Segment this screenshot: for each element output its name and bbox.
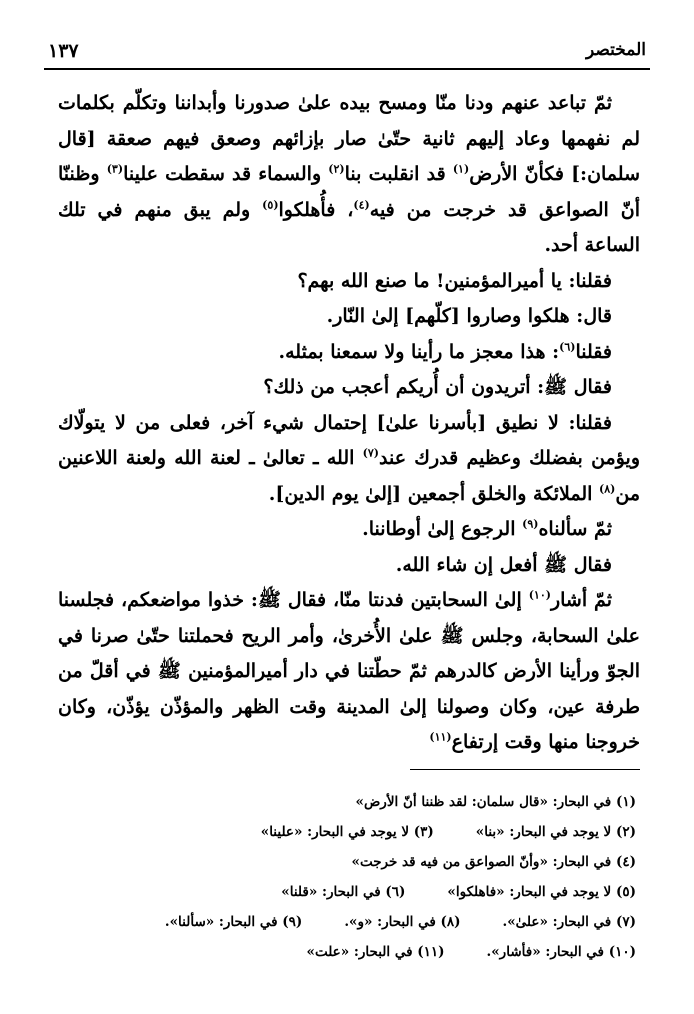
paragraph-question-1: فقلنا: يا أميرالمؤمنين! ما صنع الله بهم؟ bbox=[297, 269, 612, 292]
footnote-1: (١) في البحار: «قال سلمان: لقد ظننا أنّ الأرض» bbox=[355, 794, 636, 810]
paragraph-text: ثمّ أشار bbox=[550, 589, 612, 611]
paragraph-text: ثمّ سألناه bbox=[538, 518, 612, 540]
paragraph-text: فقلنا bbox=[575, 340, 612, 363]
paragraph-text: ثمّ تباعد عنهم ودنا منّا ومسح بيده علىٰ صدورنا وأبداننا وتكلّم بكلمات لم نفهمها وعاد إليهم ثانية حتّىٰ صار بإزائهم وصعق فيهم صعقة [قال سلمان:] فكأنّ الأرض bbox=[58, 92, 641, 185]
paragraph-text: فقلنا: لا نطيق [بأسرنا علىٰ] إحتمال شيء آخر، فعلى من لا يتولّاك ويؤمن بفضلك وعظيم قدرك عند bbox=[58, 411, 641, 469]
paragraph-text: إلىٰ السحابتين فدنتا منّا، فقال ﷺ: خذوا مواضعكم، فجلسنا علىٰ السحابة، وجلس ﷺ علىٰ الأُخرىٰ، وأمر الريح فحملتنا حتّىٰ صرنا في الجوّ ورأينا الأرض كالدرهم ثمّ حطّتنا في دار أميرالمؤمنين ﷺ في أقلّ من طرفة عين، وكان وصولنا إلىٰ المدينة وقت الظهر والمؤذّن يؤذّن، وكان خروجنا منها وقت إرتفاع bbox=[58, 589, 640, 753]
footnote-5: (٥) لا يوجد في البحار: «فاهلكوا» bbox=[447, 884, 636, 900]
paragraph-question-2 bbox=[58, 335, 640, 371]
footnote-ref-11: (١١) bbox=[429, 730, 452, 744]
paragraph-text: قد انقلبت بنا bbox=[344, 163, 453, 185]
paragraph-answer-1: قال: هلكوا وصاروا [كلّهم] إلىٰ النّار. bbox=[326, 305, 612, 327]
paragraph-5: فقال ﷺ أفعل إن شاء الله. bbox=[395, 553, 612, 576]
footnote-10: (١٠) في البحار: «فأشار». bbox=[486, 944, 636, 960]
footnote-6: (٦) في البحار: «قلنا» bbox=[281, 884, 406, 900]
footnote-ref-9: (٩) bbox=[522, 517, 539, 531]
footnote-4: (٤) في البحار: «وأنّ الصواعق من فيه قد خرجت» bbox=[351, 854, 636, 870]
running-title: المختصر bbox=[586, 40, 646, 60]
footnote-separator bbox=[410, 769, 640, 770]
paragraph-text: ولم يبق منهم في تلك الساعة أحد. bbox=[58, 198, 640, 256]
paragraph-text: الرجوع إلىٰ أوطاننا. bbox=[362, 518, 523, 540]
footnote-11: (١١) في البحار: «علت» bbox=[306, 944, 445, 960]
main-text bbox=[58, 86, 640, 761]
footnote-ref-1: (١) bbox=[452, 162, 470, 176]
page-header bbox=[48, 38, 646, 68]
footnote-3: (٣) لا يوجد في البحار: «علينا» bbox=[260, 824, 434, 840]
footnote-9: (٩) في البحار: «سألنا». bbox=[164, 914, 303, 930]
footnotes bbox=[58, 787, 636, 967]
footnote-row bbox=[58, 847, 636, 877]
paragraph-answer-2: فقال ﷺ: أتريدون أن أُريكم أعجب من ذلك؟ bbox=[263, 376, 612, 398]
footnote-ref-4: (٤) bbox=[353, 198, 370, 212]
header-rule bbox=[44, 68, 650, 70]
footnote-2: (٢) لا يوجد في البحار: «بنا» bbox=[475, 824, 636, 840]
footnote-ref-10: (١٠) bbox=[528, 588, 551, 602]
paragraph-text: وظننّا أنّ الصواعق قد خرجت من فيه bbox=[58, 163, 641, 221]
footnote-ref-2: (٢) bbox=[328, 162, 345, 176]
paragraph-text: الملائكة والخلق أجمعين [إلىٰ يوم الدين]. bbox=[268, 482, 599, 505]
footnote-ref-6: (٦) bbox=[559, 340, 576, 354]
paragraph-6 bbox=[58, 583, 640, 761]
page-number: ١٣٧ bbox=[48, 40, 79, 62]
paragraph-text: : هذا معجز ما رأينا ولا سمعنا بمثله. bbox=[278, 340, 560, 363]
footnote-row bbox=[58, 877, 636, 907]
footnote-ref-3: (٣) bbox=[106, 162, 124, 176]
footnote-row bbox=[58, 787, 636, 817]
footnote-ref-8: (٨) bbox=[599, 482, 616, 496]
paragraph-4 bbox=[58, 512, 640, 548]
paragraph-text: والسماء قد سقطت علينا bbox=[123, 163, 329, 185]
paragraph-3 bbox=[58, 406, 640, 513]
paragraph-text: الله ـ تعالىٰ ـ لعنة الله ولعنة اللاعنين من bbox=[58, 447, 640, 505]
footnote-row bbox=[58, 907, 636, 937]
footnote-ref-5: (٥) bbox=[262, 198, 279, 212]
footnote-ref-7: (٧) bbox=[362, 446, 380, 460]
footnote-row bbox=[58, 817, 636, 847]
footnote-8: (٨) في البحار: «و». bbox=[344, 914, 461, 930]
paragraph-text: ، فأُهلكوا bbox=[278, 198, 354, 221]
paragraph-1 bbox=[58, 86, 640, 264]
footnote-row bbox=[58, 937, 636, 967]
footnote-7: (٧) في البحار: «علىٰ». bbox=[502, 914, 636, 930]
